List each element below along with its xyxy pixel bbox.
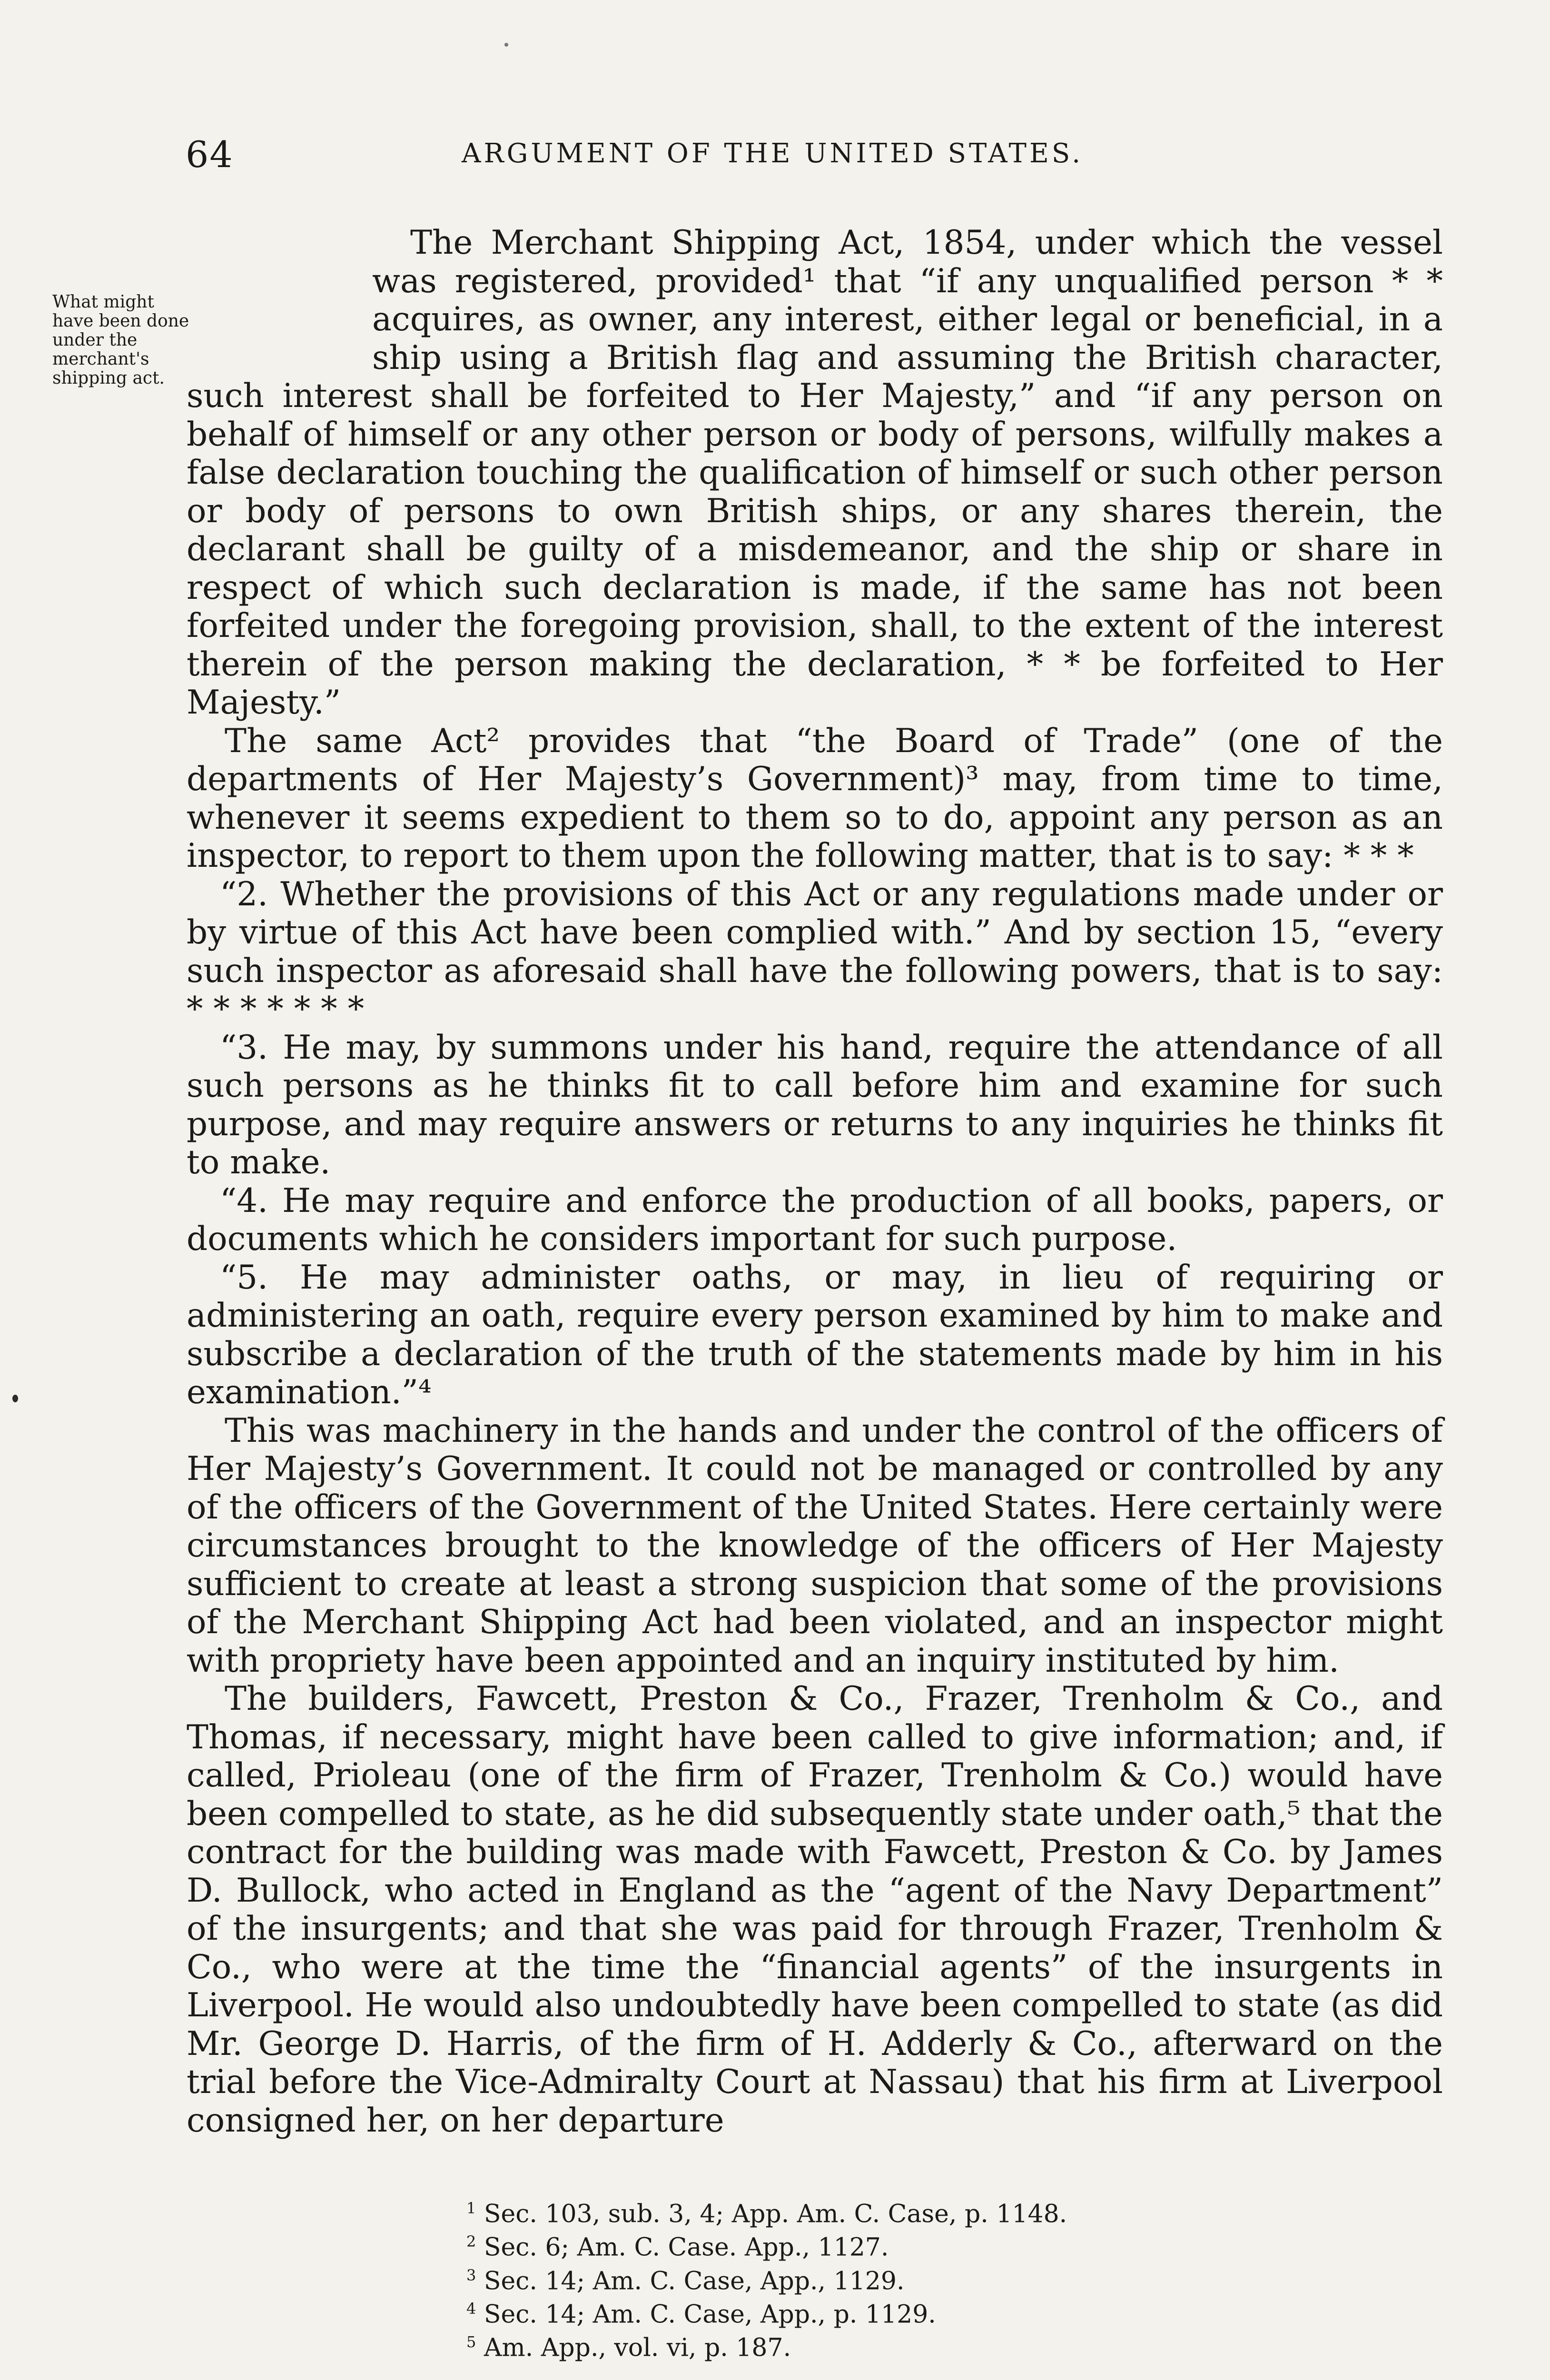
footnote-text: Sec. 14; Am. C. Case, App., p. 1129. xyxy=(484,2300,936,2329)
footnote-mark: 3 xyxy=(466,2266,476,2284)
margin-note: What might have been done under the merchant's shipping act. xyxy=(52,292,189,388)
footnote-text: Sec. 14; Am. C. Case, App., 1129. xyxy=(484,2266,905,2295)
footnote xyxy=(466,2261,1228,2295)
footnote-mark: 4 xyxy=(466,2299,476,2318)
page-header xyxy=(186,133,1447,186)
footnotes xyxy=(466,2194,1228,2362)
ink-speck xyxy=(504,43,508,47)
paragraph-machinery: This was machinery in the hands and under the control of the officers of Her Majesty’s Government. It could not be managed or controlled by any of the officers of the Government of the United States. Here certainly were circumstances brought to the knowledge of the officers of Her Majesty sufficient to create at least a strong suspicion that some of the provisions of the Merchant Shipping Act had been violated, and an inspector might with propriety have been appointed and an inquiry instituted by him. xyxy=(187,1411,1443,1680)
paragraph-merchant-shipping-act: The Merchant Shipping Act, 1854, under which the vessel was registered, provided¹ that “if any unqualified person * * acquires, as owner, any interest, either legal or beneficial, in a ship using a British flag and assuming the British character, such interest shall be forfeited to Her Majesty,” and “if any person on behalf of himself or any other person or body of persons, wilfully makes a false declaration touching the qualification of himself or such other person or body of persons to own British ships, or any shares therein, the declarant shall be guilty of a misdemeanor, and the ship or share in respect of which such declaration is made, if the same has not been forfeited under the foregoing provision, shall, to the extent of the interest therein of the person making the declaration, * * be forfeited to Her Majesty.” xyxy=(187,224,1443,722)
paragraph-provision-4: “4. He may require and enforce the production of all books, papers, or documents which he considers important for such purpose. xyxy=(187,1181,1443,1258)
page-number: 64 xyxy=(186,133,234,176)
ink-speck xyxy=(12,1395,18,1402)
footnote-text: Sec. 103, sub. 3, 4; App. Am. C. Case, p. 1148. xyxy=(484,2200,1067,2229)
footnote-text: Am. App., vol. vi, p. 187. xyxy=(484,2333,791,2362)
paragraph-builders: The builders, Fawcett, Preston & Co., Frazer, Trenholm & Co., and Thomas, if necessary, might have been called to give information; and, if called, Prioleau (one of the firm of Frazer, Trenholm & Co.) would have been compelled to state, as he did subsequently state under oath,⁵ that the contract for the building was made with Fawcett, Preston & Co. by James D. Bullock, who acted in England as the “agent of the Navy Department” of the insurgents; and that she was paid for through Frazer, Trenholm & Co., who were at the time the “financial agents” of the insurgents in Liverpool. He would also undoubtedly have been compelled to state (as did Mr. George D. Harris, of the firm of H. Adderly & Co., afterward on the trial before the Vice-Admiralty Court at Nassau) that his firm at Liverpool consigned her, on her departure xyxy=(187,1680,1443,2140)
paragraph-provision-3: “3. He may, by summons under his hand, require the attendance of all such persons as he thinks fit to call before him and examine for such purpose, and may require answers or returns to any inquiries he thinks fit to make. xyxy=(187,1028,1443,1181)
footnote xyxy=(466,2295,1228,2328)
footnote-mark: 5 xyxy=(466,2333,476,2351)
footnote-text: Sec. 6; Am. C. Case. App., 1127. xyxy=(484,2233,889,2262)
paragraph-provision-5: “5. He may administer oaths, or may, in lieu of requiring or administering an oath, require every person examined by him to make and subscribe a declaration of the truth of the statements made by him in his examination.”⁴ xyxy=(187,1258,1443,1411)
footnote-mark: 2 xyxy=(466,2232,476,2251)
body-text xyxy=(187,224,1443,2140)
footnote xyxy=(466,2228,1228,2261)
footnote xyxy=(466,2328,1228,2361)
footnote-mark: 1 xyxy=(466,2199,476,2217)
paragraph-board-of-trade: The same Act² provides that “the Board of Trade” (one of the departments of Her Majesty’s Government)³ may, from time to time, whenever it seems expedient to them so to do, appoint any person as an inspector, to report to them upon the following matter, that is to say: * * * xyxy=(187,722,1443,875)
footnote xyxy=(466,2194,1228,2228)
running-head: ARGUMENT OF THE UNITED STATES. xyxy=(462,138,1084,169)
paragraph-provision-2: “2. Whether the provisions of this Act or any regulations made under or by virtue of this Act have been complied with.” And by section 15, “every such inspector as aforesaid shall have the following powers, that is to say: * * * * * * * xyxy=(187,875,1443,1028)
margin-note-space xyxy=(177,224,372,340)
